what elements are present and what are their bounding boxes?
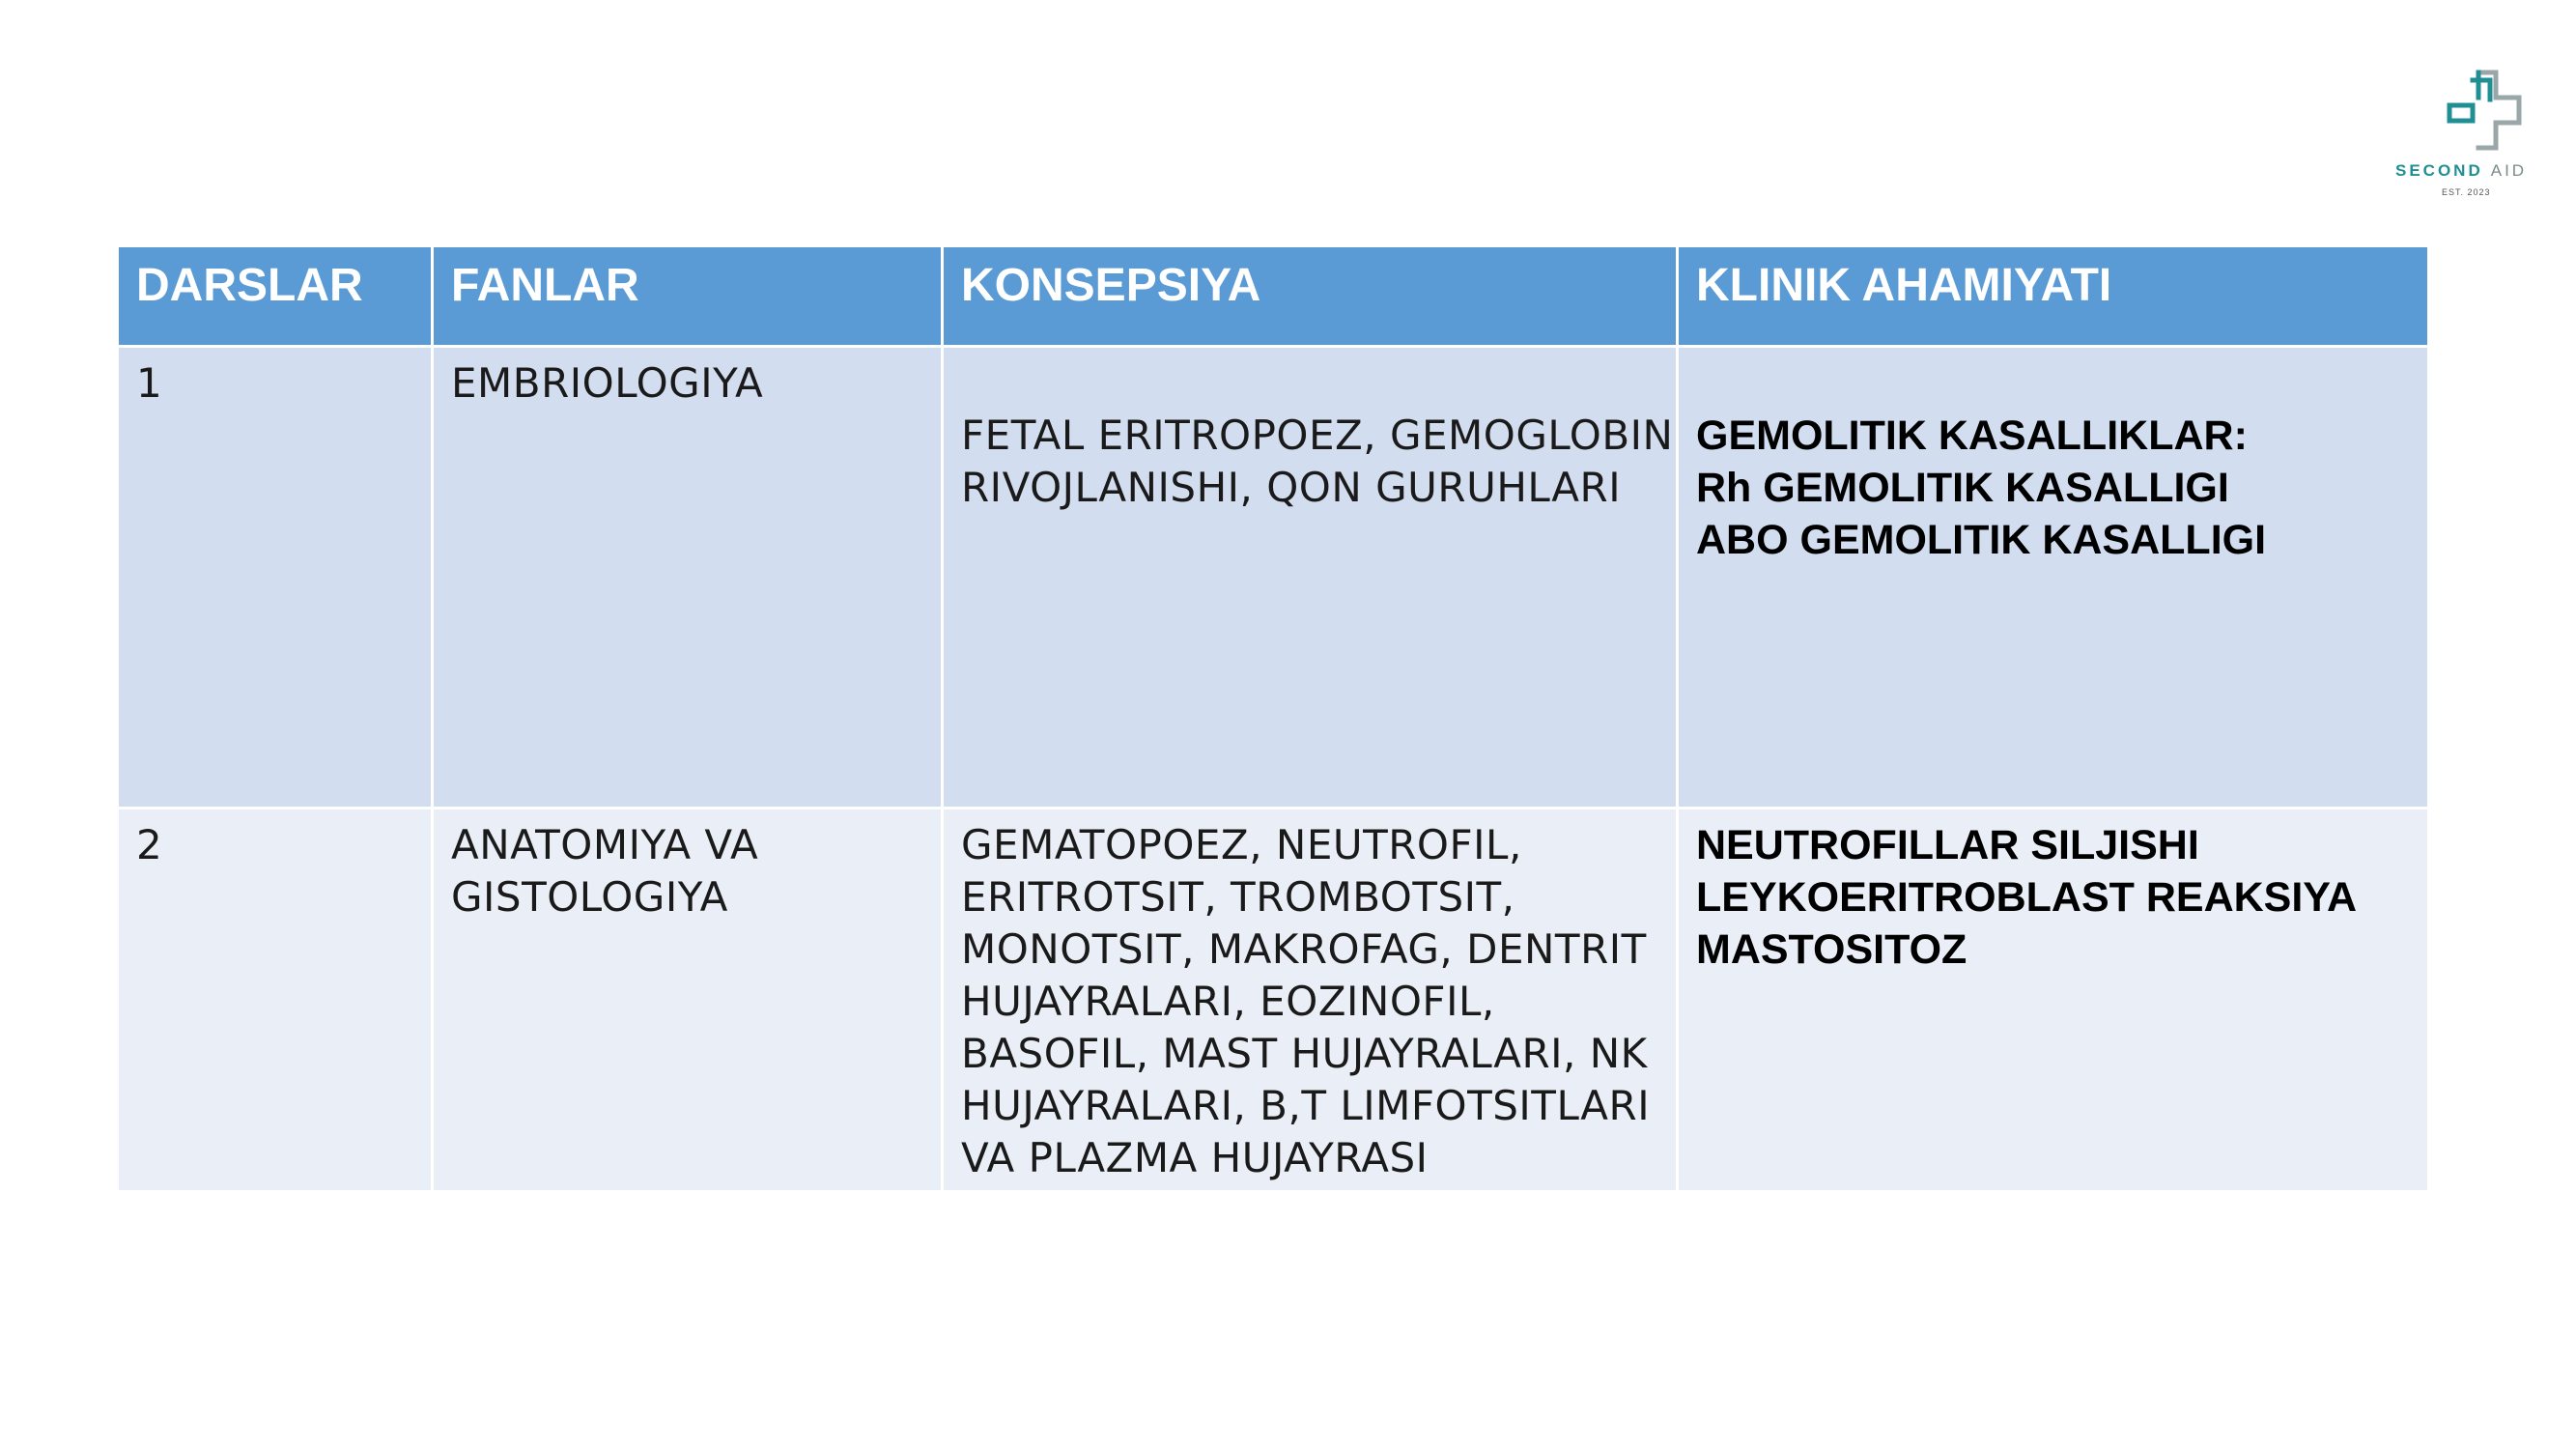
row-1-clinical-line: ABO GEMOLITIK KASALLIGI (1696, 517, 2267, 563)
row-2-concept (944, 810, 1676, 1190)
row-2-concept-line: VA PLAZMA HUJAYRASI (961, 1134, 1429, 1181)
lessons-table (119, 247, 2419, 1190)
row-1-clinical-line: GEMOLITIK KASALLIKLAR: (1696, 412, 2248, 459)
row-2-concept-line: HUJAYRALARI, EOZINOFIL, (961, 978, 1495, 1025)
medical-cross-logo-icon (2436, 63, 2533, 159)
logo-wordmark (2395, 161, 2527, 181)
row-2-concept-line: MONOTSIT, MAKROFAG, DENTRIT (961, 925, 1647, 973)
row-1-concept-line: RIVOJLANISHI, QON GURUHLARI (961, 464, 1622, 511)
row-2-clinical (1679, 810, 2427, 1190)
logo-word-aid: AID (2490, 161, 2528, 180)
header-klinik-ahamiyati: KLINIK AHAMIYATI (1679, 247, 2427, 345)
row-1-clinical-line: Rh GEMOLITIK KASALLIGI (1696, 465, 2229, 511)
row-2-subject-line: GISTOLOGIYA (451, 873, 728, 921)
header-darslar: DARSLAR (119, 247, 431, 345)
row-2-concept-line: GEMATOPOEZ, NEUTROFIL, (961, 821, 1522, 868)
row-2-concept-line: HUJAYRALARI, B,T LIMFOTSITLARI (961, 1082, 1651, 1129)
row-2-concept-line: BASOFIL, MAST HUJAYRALARI, NK (961, 1030, 1648, 1077)
row-2-clinical-line: MASTOSITOZ (1696, 926, 1967, 973)
row-1-clinical (1679, 348, 2427, 807)
logo-tagline: EST. 2023 (2442, 187, 2491, 197)
row-2-clinical-line: LEYKOERITROBLAST REAKSIYA (1696, 874, 2358, 921)
row-1-number (119, 348, 431, 807)
row-1-concept (944, 348, 1676, 807)
row-2-subject-line: ANATOMIYA VA (451, 821, 759, 868)
logo-word-second: SECOND (2395, 161, 2483, 180)
row-2-subject (434, 810, 941, 1190)
header-konsepsiya: KONSEPSIYA (944, 247, 1676, 345)
row-2-clinical-line: NEUTROFILLAR SILJISHI (1696, 822, 2199, 868)
row-1-concept-line: FETAL ERITROPOEZ, GEMOGLOBIN (961, 412, 1674, 459)
second-aid-logo (2386, 53, 2576, 208)
row-1-number-text: 1 (136, 359, 163, 407)
row-1-subject (434, 348, 941, 807)
row-1-subject-line: EMBRIOLOGIYA (451, 359, 764, 407)
row-2-number-text: 2 (136, 821, 163, 868)
header-fanlar: FANLAR (434, 247, 941, 345)
row-2-concept-line: ERITROTSIT, TROMBOTSIT, (961, 873, 1515, 921)
row-2-number (119, 810, 431, 1190)
